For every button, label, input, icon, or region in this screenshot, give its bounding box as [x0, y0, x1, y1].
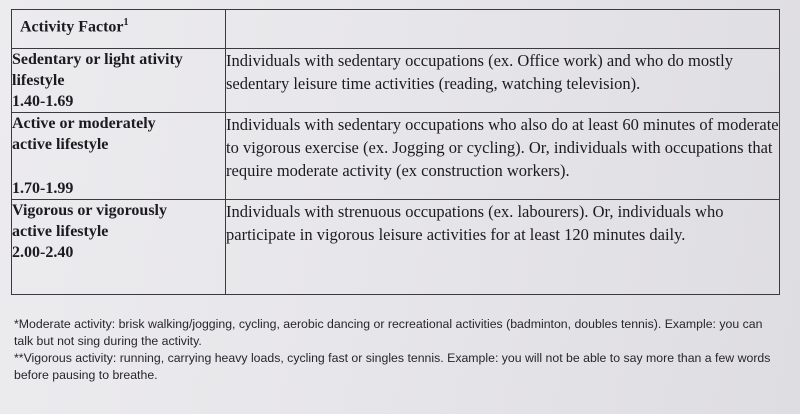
table-header-row — [12, 10, 780, 49]
row-label-cell — [12, 200, 226, 295]
header-label-text: Activity Factor — [20, 18, 124, 36]
row-description: Individuals with sedentary occupations who also do at least 60 minutes of moderate to vigorous exercise (ex. Jogging or cycling). Or, individuals with occupations that require moderate activity (ex construction workers). — [226, 113, 780, 200]
header-label — [12, 10, 225, 36]
table-row — [12, 49, 780, 113]
header-cell-description — [226, 10, 780, 49]
row-label-spacer — [12, 155, 225, 178]
header-cell-activity-factor — [12, 10, 226, 49]
row-label-line1: Vigorous or vigorously — [12, 202, 167, 219]
row-factor-range: 1.40-1.69 — [12, 93, 74, 110]
footnotes — [14, 316, 784, 384]
table-row — [12, 113, 780, 200]
row-label-cell — [12, 49, 226, 113]
row-factor-range: 2.00-2.40 — [12, 244, 74, 261]
row-label-cell — [12, 113, 226, 200]
row-factor-range: 1.70-1.99 — [12, 180, 74, 197]
row-description: Individuals with sedentary occupations (ex. Office work) and who do mostly sedentary leisure time activities (reading, watching television). — [226, 49, 780, 113]
row-label-line1: Sedentary or light ativity — [12, 51, 183, 68]
row-label-line1: Active or moderately — [12, 115, 156, 132]
table-row — [12, 200, 780, 295]
row-label-line2: lifestyle — [12, 72, 65, 89]
vigorous-activity-note: **Vigorous activity: running, carrying heavy loads, cycling fast or singles tennis. Example: you will not be able to say more than a few words before pausing to breathe. — [14, 351, 771, 382]
activity-factor-table — [11, 9, 780, 295]
row-label-line2: active lifestyle — [12, 136, 109, 153]
moderate-activity-note: *Moderate activity: brisk walking/jogging, cycling, aerobic dancing or recreational activities (badminton, doubles tennis). Example: you can talk but not sing during the activity. — [14, 317, 763, 348]
row-description: Individuals with strenuous occupations (ex. labourers). Or, individuals who participate in vigorous leisure activities for at least 120 minutes daily. — [226, 200, 780, 295]
footnote-marker: 1 — [123, 17, 129, 28]
row-label-line2: active lifestyle — [12, 223, 109, 240]
